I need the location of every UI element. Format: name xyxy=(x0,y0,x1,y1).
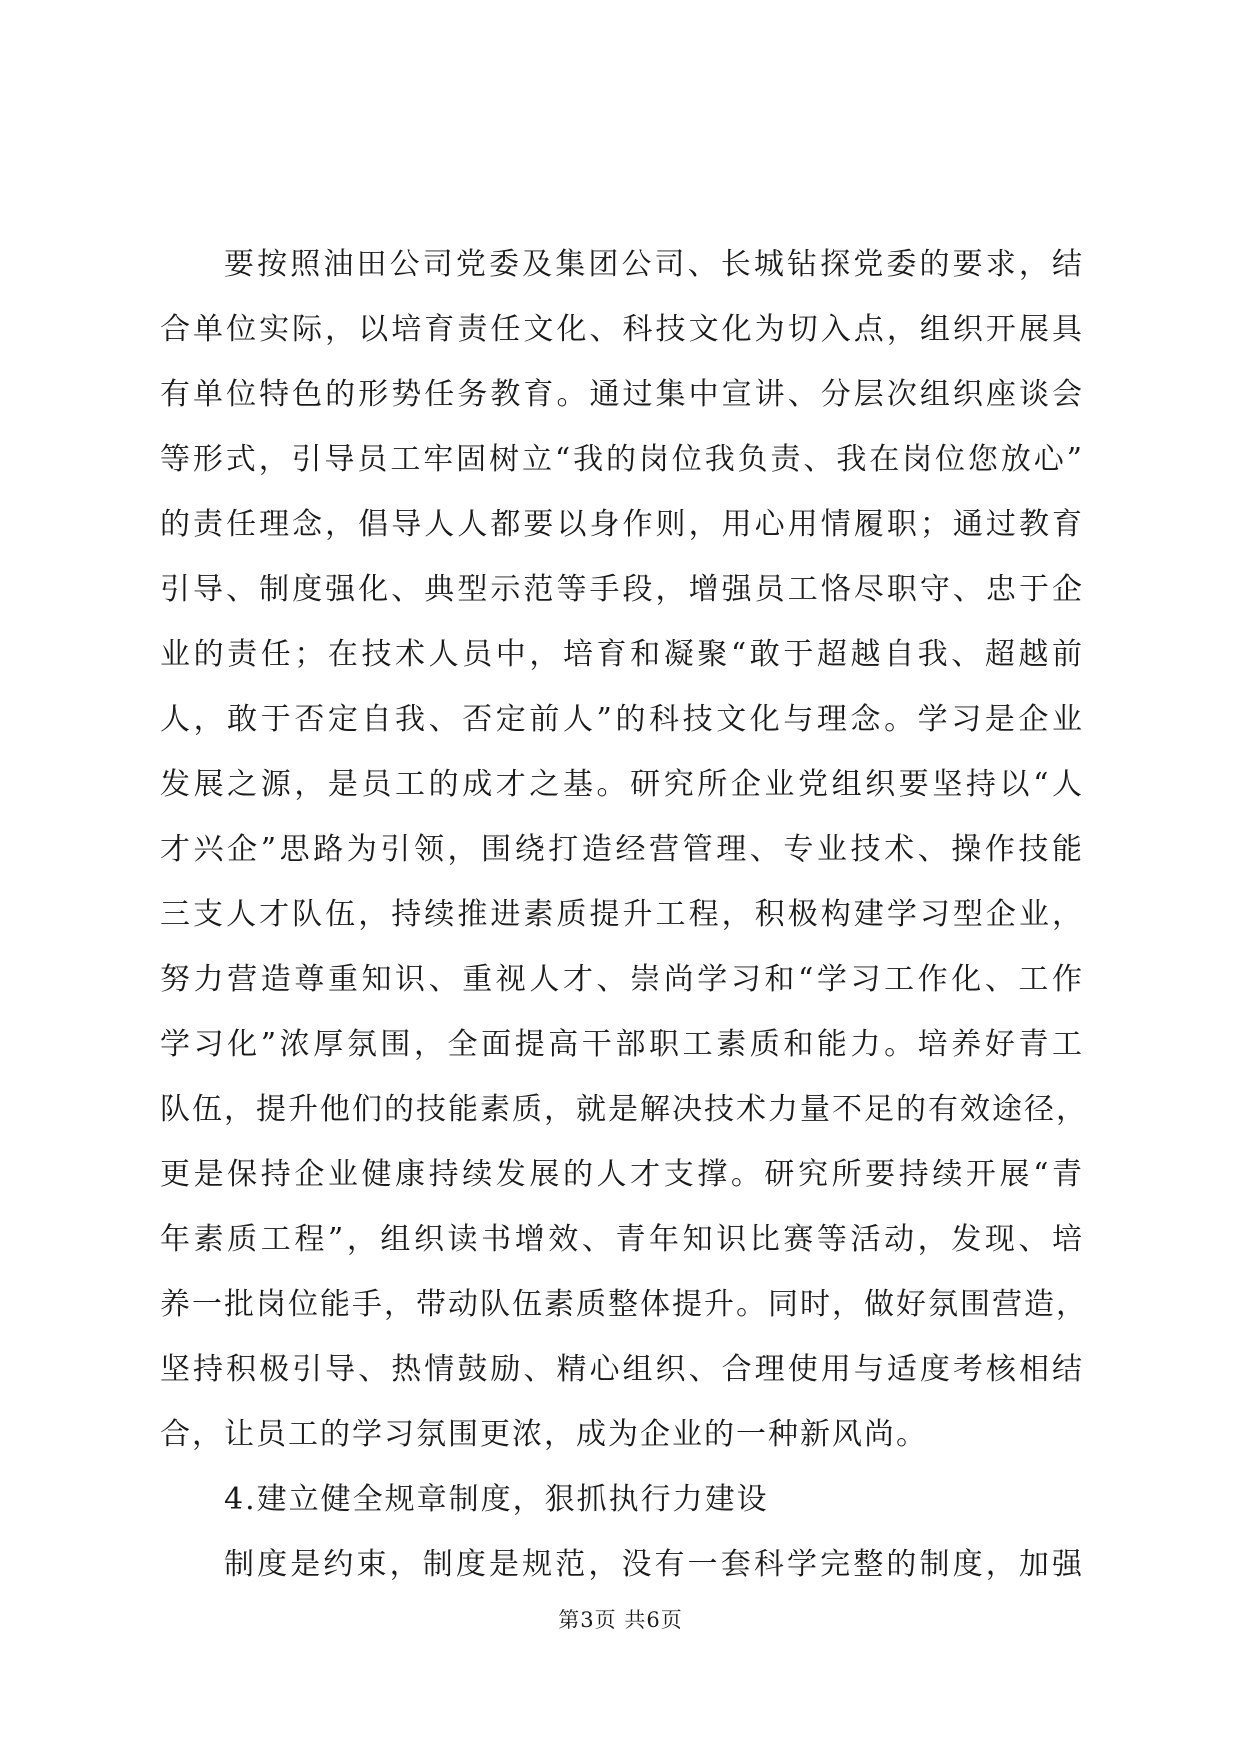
paragraph-line: 合单位实际，以培育责任文化、科技文化为切入点，组织开展具 xyxy=(160,312,1084,347)
paragraph-line: 三支人才队伍，持续推进素质提升工程，积极构建学习型企业， xyxy=(160,897,1084,932)
paragraph-line: 年素质工程”，组织读书增效、青年知识比赛等活动，发现、培 xyxy=(160,1222,1084,1257)
paragraph-line: 发展之源，是员工的成才之基。研究所企业党组织要坚持以“人 xyxy=(160,767,1084,802)
paragraph-line: 业的责任；在技术人员中，培育和凝聚“敢于超越自我、超越前 xyxy=(160,637,1084,672)
section-heading: 4.建立健全规章制度，狠抓执行力建设 xyxy=(224,1482,769,1517)
paragraph-line: 才兴企”思路为引领，围绕打造经营管理、专业技术、操作技能 xyxy=(160,832,1084,867)
paragraph-line: 更是保持企业健康持续发展的人才支撑。研究所要持续开展“青 xyxy=(160,1157,1084,1192)
paragraph-line: 引导、制度强化、典型示范等手段，增强员工恪尽职守、忠于企 xyxy=(160,572,1084,607)
paragraph-line: 合，让员工的学习氛围更浓，成为企业的一种新风尚。 xyxy=(160,1417,928,1452)
page-number-footer: 第3页 共6页 xyxy=(558,1608,683,1632)
paragraph-line: 队伍，提升他们的技能素质，就是解决技术力量不足的有效途径， xyxy=(160,1092,1088,1127)
paragraph-line: 要按照油田公司党委及集团公司、长城钻探党委的要求，结 xyxy=(224,247,1084,282)
paragraph-line: 坚持积极引导、热情鼓励、精心组织、合理使用与适度考核相结 xyxy=(160,1352,1084,1387)
paragraph-line: 的责任理念，倡导人人都要以身作则，用心用情履职；通过教育 xyxy=(160,507,1084,542)
paragraph-line: 努力营造尊重知识、重视人才、崇尚学习和“学习工作化、工作 xyxy=(160,962,1084,997)
paragraph-line: 学习化”浓厚氛围，全面提高干部职工素质和能力。培养好青工 xyxy=(160,1027,1084,1062)
paragraph-line: 人，敢于否定自我、否定前人”的科技文化与理念。学习是企业 xyxy=(160,702,1084,737)
paragraph-line: 养一批岗位能手，带动队伍素质整体提升。同时，做好氛围营造， xyxy=(160,1287,1088,1322)
paragraph-line: 制度是约束，制度是规范，没有一套科学完整的制度，加强 xyxy=(224,1547,1084,1582)
paragraph-line: 等形式，引导员工牢固树立“我的岗位我负责、我在岗位您放心” xyxy=(160,442,1084,477)
document-body xyxy=(160,232,1088,1597)
paragraph-line: 有单位特色的形势任务教育。通过集中宣讲、分层次组织座谈会 xyxy=(160,377,1084,412)
